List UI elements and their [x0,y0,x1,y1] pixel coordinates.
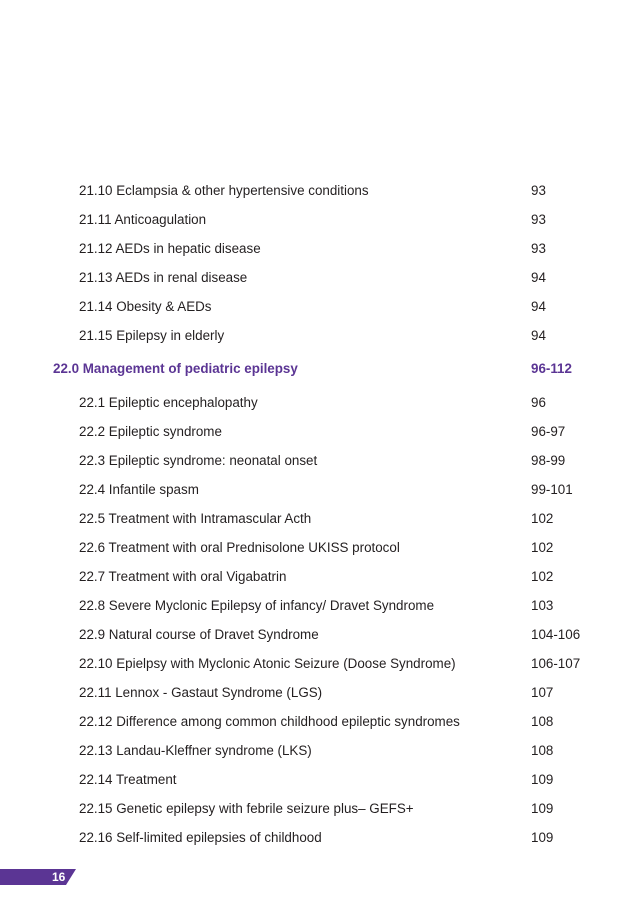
toc-entry-page: 102 [531,540,554,555]
toc-entry-title: 22.3 Epileptic syndrome: neonatal onset [79,453,318,468]
toc-entry-title: 21.13 AEDs in renal disease [79,270,248,285]
toc-entry [0,707,638,736]
toc-entry-page: 99-101 [531,482,573,497]
toc-entry-title: 22.10 Epielpsy with Myclonic Atonic Seizure (Doose Syndrome) [79,656,456,671]
table-of-contents [0,176,638,852]
toc-entry [0,765,638,794]
toc-entry [0,205,638,234]
toc-entry [0,649,638,678]
toc-entry-title: 22.9 Natural course of Dravet Syndrome [79,627,319,642]
toc-entry-title: 22.5 Treatment with Intramascular Acth [79,511,312,526]
toc-entry [0,533,638,562]
toc-entry [0,620,638,649]
toc-entry-page: 96 [531,395,546,410]
toc-entry-page: 107 [531,685,554,700]
toc-entry-title: 21.12 AEDs in hepatic disease [79,241,261,256]
toc-entry [0,263,638,292]
toc-entry-page: 94 [531,328,546,343]
toc-entry [0,417,638,446]
toc-entry-page: 93 [531,241,546,256]
toc-entry-title: 22.16 Self-limited epilepsies of childhood [79,830,322,845]
toc-entry-title: 22.15 Genetic epilepsy with febrile seizure plus– GEFS+ [79,801,414,816]
toc-entry-title: 22.8 Severe Myclonic Epilepsy of infancy/ Dravet Syndrome [79,598,435,613]
toc-entry [0,504,638,533]
toc-entry-title: 22.0 Management of pediatric epilepsy [53,361,298,376]
toc-entry-page: 94 [531,299,546,314]
toc-entry-title: 22.11 Lennox - Gastaut Syndrome (LGS) [79,685,323,700]
toc-entry [0,292,638,321]
toc-entry-title: 22.14 Treatment [79,772,177,787]
toc-entry-page: 102 [531,569,554,584]
toc-entry-page: 102 [531,511,554,526]
toc-entry [0,176,638,205]
toc-entry-page: 109 [531,830,554,845]
toc-entry [0,678,638,707]
toc-entry-title: 22.2 Epileptic syndrome [79,424,222,439]
toc-entry-title: 21.14 Obesity & AEDs [79,299,212,314]
toc-entry [0,591,638,620]
toc-entry-title: 21.11 Anticoagulation [79,212,207,227]
toc-entry-title: 22.7 Treatment with oral Vigabatrin [79,569,287,584]
toc-entry-title: 22.1 Epileptic encephalopathy [79,395,258,410]
toc-entry-page: 96-97 [531,424,566,439]
toc-entry-title: 21.15 Epilepsy in elderly [79,328,225,343]
toc-entry-page: 109 [531,772,554,787]
toc-entry-title: 22.4 Infantile spasm [79,482,199,497]
toc-entry-page: 108 [531,743,554,758]
toc-entry-page: 106-107 [531,656,581,671]
toc-entry [0,562,638,591]
toc-entry [0,794,638,823]
toc-entry-title: 22.13 Landau-Kleffner syndrome (LKS) [79,743,312,758]
toc-entry [0,321,638,350]
toc-entry-title: 22.6 Treatment with oral Prednisolone UKISS protocol [79,540,400,555]
toc-entry-page: 98-99 [531,453,566,468]
toc-entry-title: 21.10 Eclampsia & other hypertensive conditions [79,183,369,198]
toc-entry-page: 93 [531,183,546,198]
toc-entry [0,388,638,417]
toc-entry-page: 104-106 [531,627,581,642]
page-number: 16 [52,870,66,884]
toc-entry [0,446,638,475]
toc-entry-page: 96-112 [531,361,572,376]
toc-entry-page: 93 [531,212,546,227]
toc-entry [0,475,638,504]
toc-entry-title: 22.12 Difference among common childhood epileptic syndromes [79,714,460,729]
toc-entry [0,234,638,263]
toc-entry [0,823,638,852]
toc-entry-page: 109 [531,801,554,816]
toc-entry [0,736,638,765]
toc-entry-page: 103 [531,598,554,613]
toc-entry-page: 94 [531,270,546,285]
toc-section-heading [0,350,638,388]
toc-entry-page: 108 [531,714,554,729]
